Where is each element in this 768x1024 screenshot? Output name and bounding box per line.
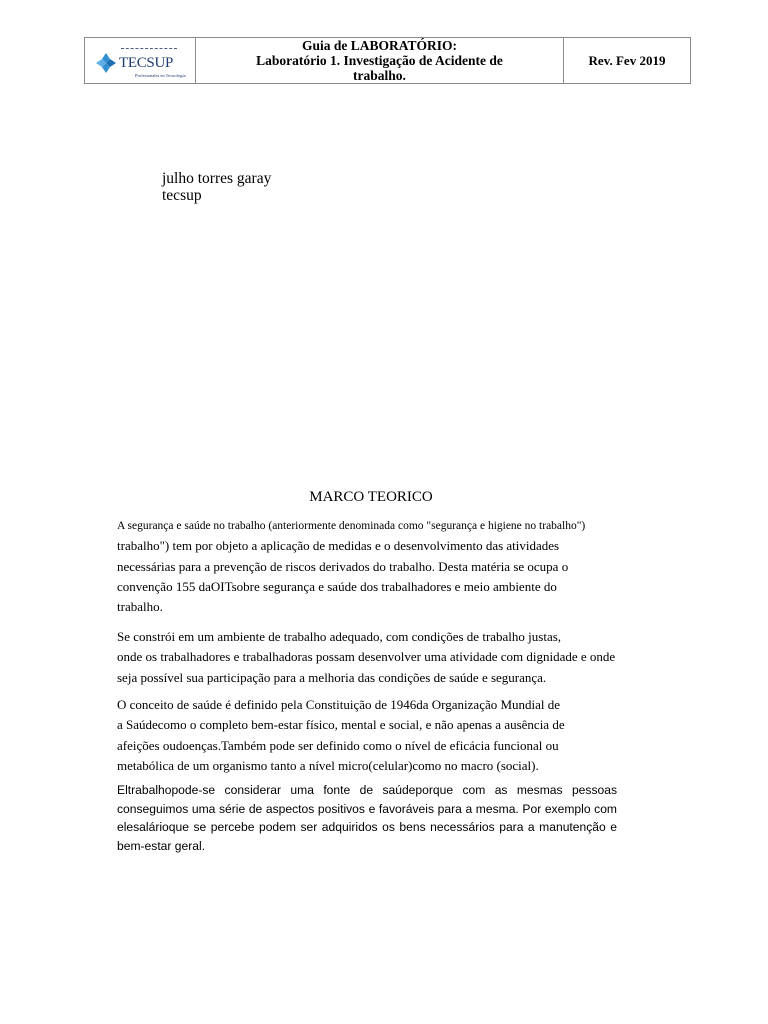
paragraph-line: conseguimos uma série de aspectos positivos e favoráveis para a mesma. Por exemplo com [117, 801, 617, 816]
revision-label: Rev. Fev 2019 [564, 38, 691, 84]
paragraph-health-concept [117, 695, 623, 776]
logo-tagline: Profesionales en Tecnología [135, 72, 186, 78]
paragraph-line: elesalárioque se percebe podem ser adquiridos os bens necessários para a manutenção e [117, 820, 617, 834]
paragraph-line: A segurança e saúde no trabalho (anteriormente denominada como "segurança e higiene no trabalho") [117, 520, 586, 532]
paragraph-line: afeições oudoenças.Também pode ser definido como o nível de eficácia funcional ou [117, 737, 559, 753]
title-line: Laboratório 1. Investigação de Acidente de [256, 53, 503, 68]
paragraph-line: bem-estar geral. [117, 838, 206, 853]
logo-cell [85, 38, 196, 84]
paragraph-line: Eltrabalhopode-se considerar uma fonte de saúdeporque com as mesmas pessoas [117, 783, 617, 797]
author-block [162, 170, 271, 204]
title-line: trabalho. [353, 68, 406, 83]
logo-brand: TECSUP [119, 54, 174, 71]
paragraph-line: trabalho") tem por objeto a aplicação de medidas e o desenvolvimento das atividades [117, 538, 560, 554]
paragraph-line: metabólica de um organismo tanto a nível micro(celular)como no macro (social). [117, 757, 539, 773]
document-header [84, 37, 691, 84]
paragraph-line: trabalho. [117, 599, 163, 615]
paragraph-line: O conceito de saúde é definido pela Constituição de 1946da Organização Mundial de [117, 697, 561, 712]
paragraph-line: necessárias para a prevenção de riscos derivados do trabalho. Desta matéria se ocupa o [117, 558, 569, 574]
lab-guide-title [196, 38, 564, 84]
paragraph-line: a Saúdecomo o completo bem-estar físico, mental e social, e não apenas a ausência de [117, 717, 565, 733]
section-title: MARCO TEORICO [309, 489, 433, 505]
paragraph-line: onde os trabalhadores e trabalhadoras possam desenvolver uma atividade com dignidade e onde [117, 649, 616, 665]
paragraph-safety-health [117, 516, 623, 617]
paragraph-line: convenção 155 daOITsobre segurança e saúde dos trabalhadores e meio ambiente do [117, 578, 557, 594]
paragraph-work-environment [117, 627, 623, 688]
paragraph-work-as-health [117, 781, 617, 855]
logo-mark-icon [95, 52, 117, 74]
logo-decoration [121, 48, 177, 51]
author-name: julho torres garay [162, 170, 272, 187]
paragraph-line: Se constrói em um ambiente de trabalho adequado, com condições de trabalho justas, [117, 629, 562, 644]
title-line: Guia de LABORATÓRIO: [301, 38, 458, 53]
tecsup-logo [95, 43, 195, 79]
paragraph-line: seja possível sua participação para a melhoria das condições de saúde e segurança. [117, 669, 547, 685]
author-institution: tecsup [162, 187, 202, 204]
